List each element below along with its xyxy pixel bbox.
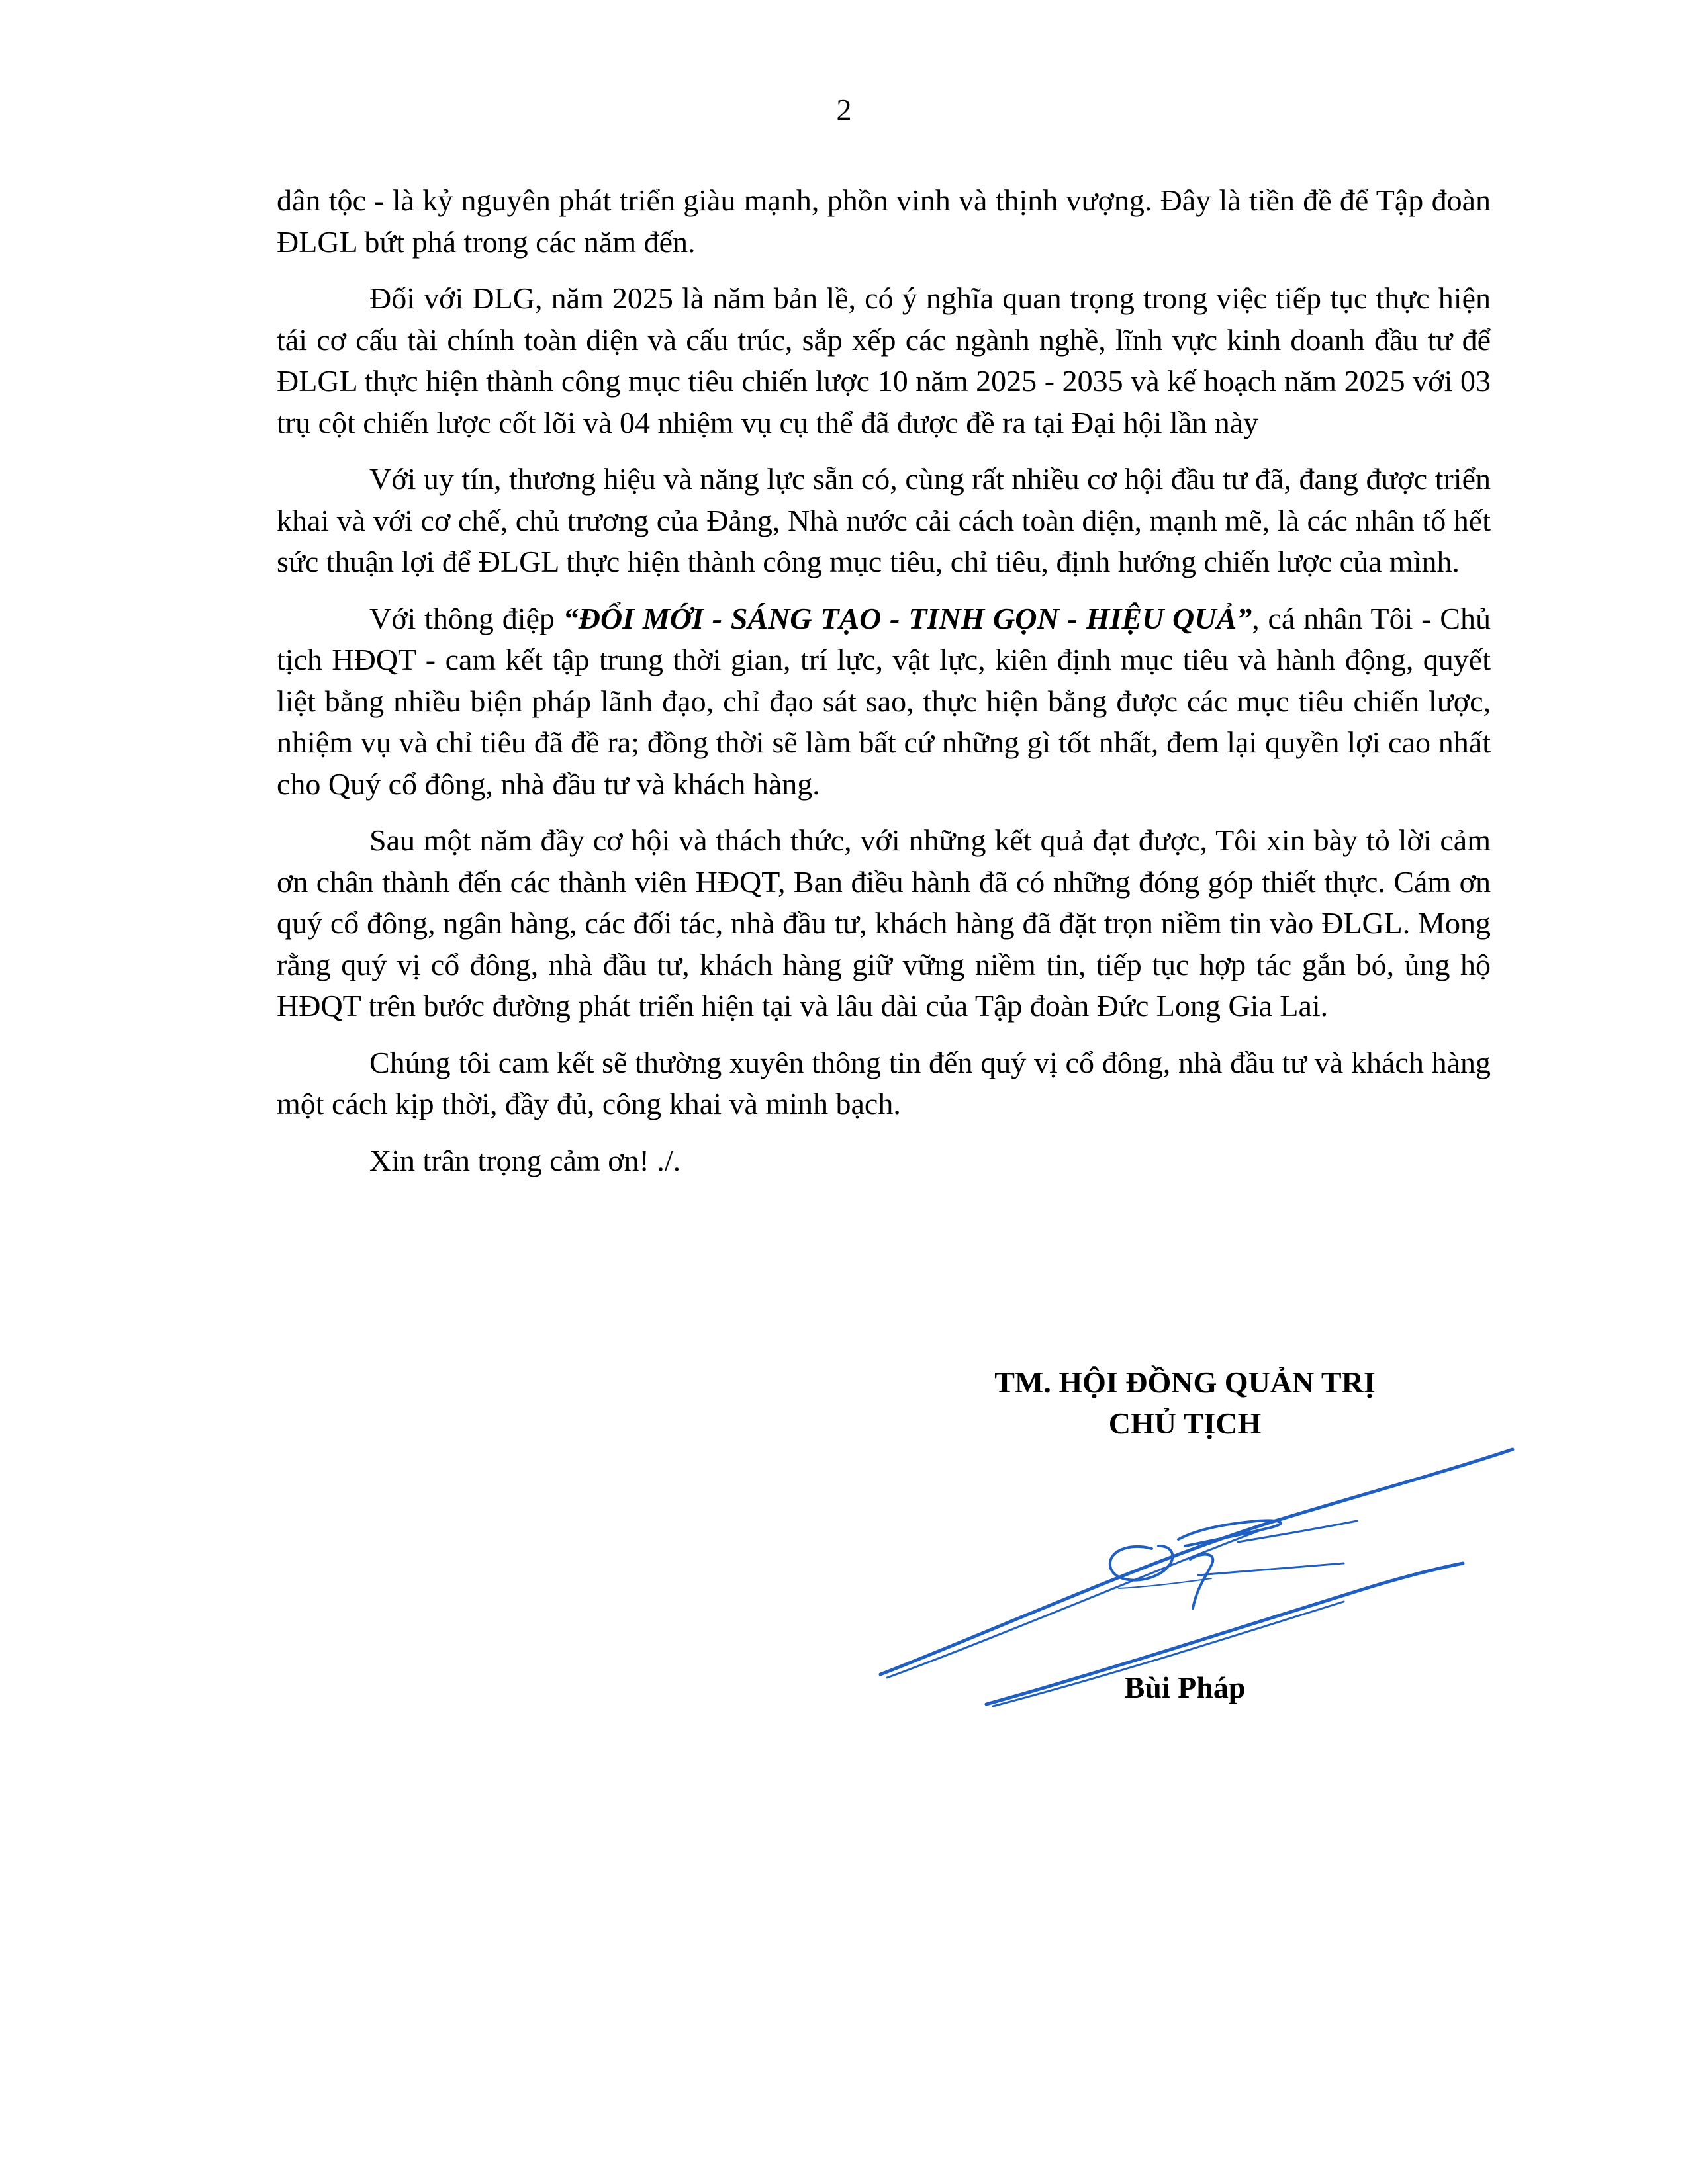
paragraph-1: dân tộc - là kỷ nguyên phát triển giàu mạnh, phồn vinh và thịnh vượng. Đây là tiền đề để Tập đoàn ĐLGL bứt phá trong các năm đến. xyxy=(277,183,1491,259)
page-number: 2 xyxy=(836,93,852,126)
slogan-text: “ĐỔI MỚI - SÁNG TẠO - TINH GỌN - HIỆU QUẢ” xyxy=(563,601,1252,635)
paragraph-4-suffix: , cá nhân Tôi - Chủ tịch HĐQT - cam kết tập trung thời gian, trí lực, vật lực, kiên định mục tiêu và hành động, quyết liệt bằng nhiều biện pháp lãnh đạo, chỉ đạo sát sao, thực hiện bằng được các mục tiêu chiến lược, nhiệm vụ và chỉ tiêu đã đề ra; đồng thời sẽ làm bất cứ những gì tốt nhất, đem lại quyền lợi cao nhất cho Quý cổ đông, nhà đầu tư và khách hàng. xyxy=(277,601,1491,801)
signer-name: Bùi Pháp xyxy=(1124,1670,1246,1704)
paragraph-3: Với uy tín, thương hiệu và năng lực sẵn có, cùng rất nhiều cơ hội đầu tư đã, đang được triển khai và với cơ chế, chủ trương của Đảng, Nhà nước cải cách toàn diện, mạnh mẽ, là các nhân tố hết sức thuận lợi để ĐLGL thực hiện thành công mục tiêu, chỉ tiêu, định hướng chiến lược của mình. xyxy=(277,462,1491,578)
signature-org-line: TM. HỘI ĐỒNG QUẢN TRỊ xyxy=(994,1365,1376,1399)
paragraph-4-prefix: Với thông điệp xyxy=(369,601,563,635)
paragraph-4 xyxy=(277,598,1491,805)
paragraph-6: Chúng tôi cam kết sẽ thường xuyên thông tin đến quý vị cổ đông, nhà đầu tư và khách hàng một cách kịp thời, đầy đủ, công khai và minh bạch. xyxy=(277,1045,1491,1120)
letter-body xyxy=(277,180,1491,1197)
closing-line: Xin trân trọng cảm ơn! ./. xyxy=(369,1143,681,1177)
signature-position-line: CHỦ TỊCH xyxy=(1108,1406,1262,1440)
paragraph-5: Sau một năm đầy cơ hội và thách thức, với những kết quả đạt được, Tôi xin bày tỏ lời cảm ơn chân thành đến các thành viên HĐQT, Ban điều hành đã có những đóng góp thiết thực. Cám ơn quý cổ đông, ngân hàng, các đối tác, nhà đầu tư, khách hàng đã đặt trọn niềm tin vào ĐLGL. Mong rằng quý vị cổ đông, nhà đầu tư, khách hàng giữ vững niềm tin, tiếp tục hợp tác gắn bó, ủng hộ HĐQT trên bước đường phát triển hiện tại và lâu dài của Tập đoàn Đức Long Gia Lai. xyxy=(277,823,1491,1023)
paragraph-2: Đối với DLG, năm 2025 là năm bản lề, có ý nghĩa quan trọng trong việc tiếp tục thực hiện tái cơ cấu tài chính toàn diện và cấu trúc, sắp xếp các ngành nghề, lĩnh vực kinh doanh đầu tư để ĐLGL thực hiện thành công mục tiêu chiến lược 10 năm 2025 - 2035 và kế hoạch năm 2025 với 03 trụ cột chiến lược cốt lõi và 04 nhiệm vụ cụ thể đã được đề ra tại Đại hội lần này xyxy=(277,281,1491,439)
